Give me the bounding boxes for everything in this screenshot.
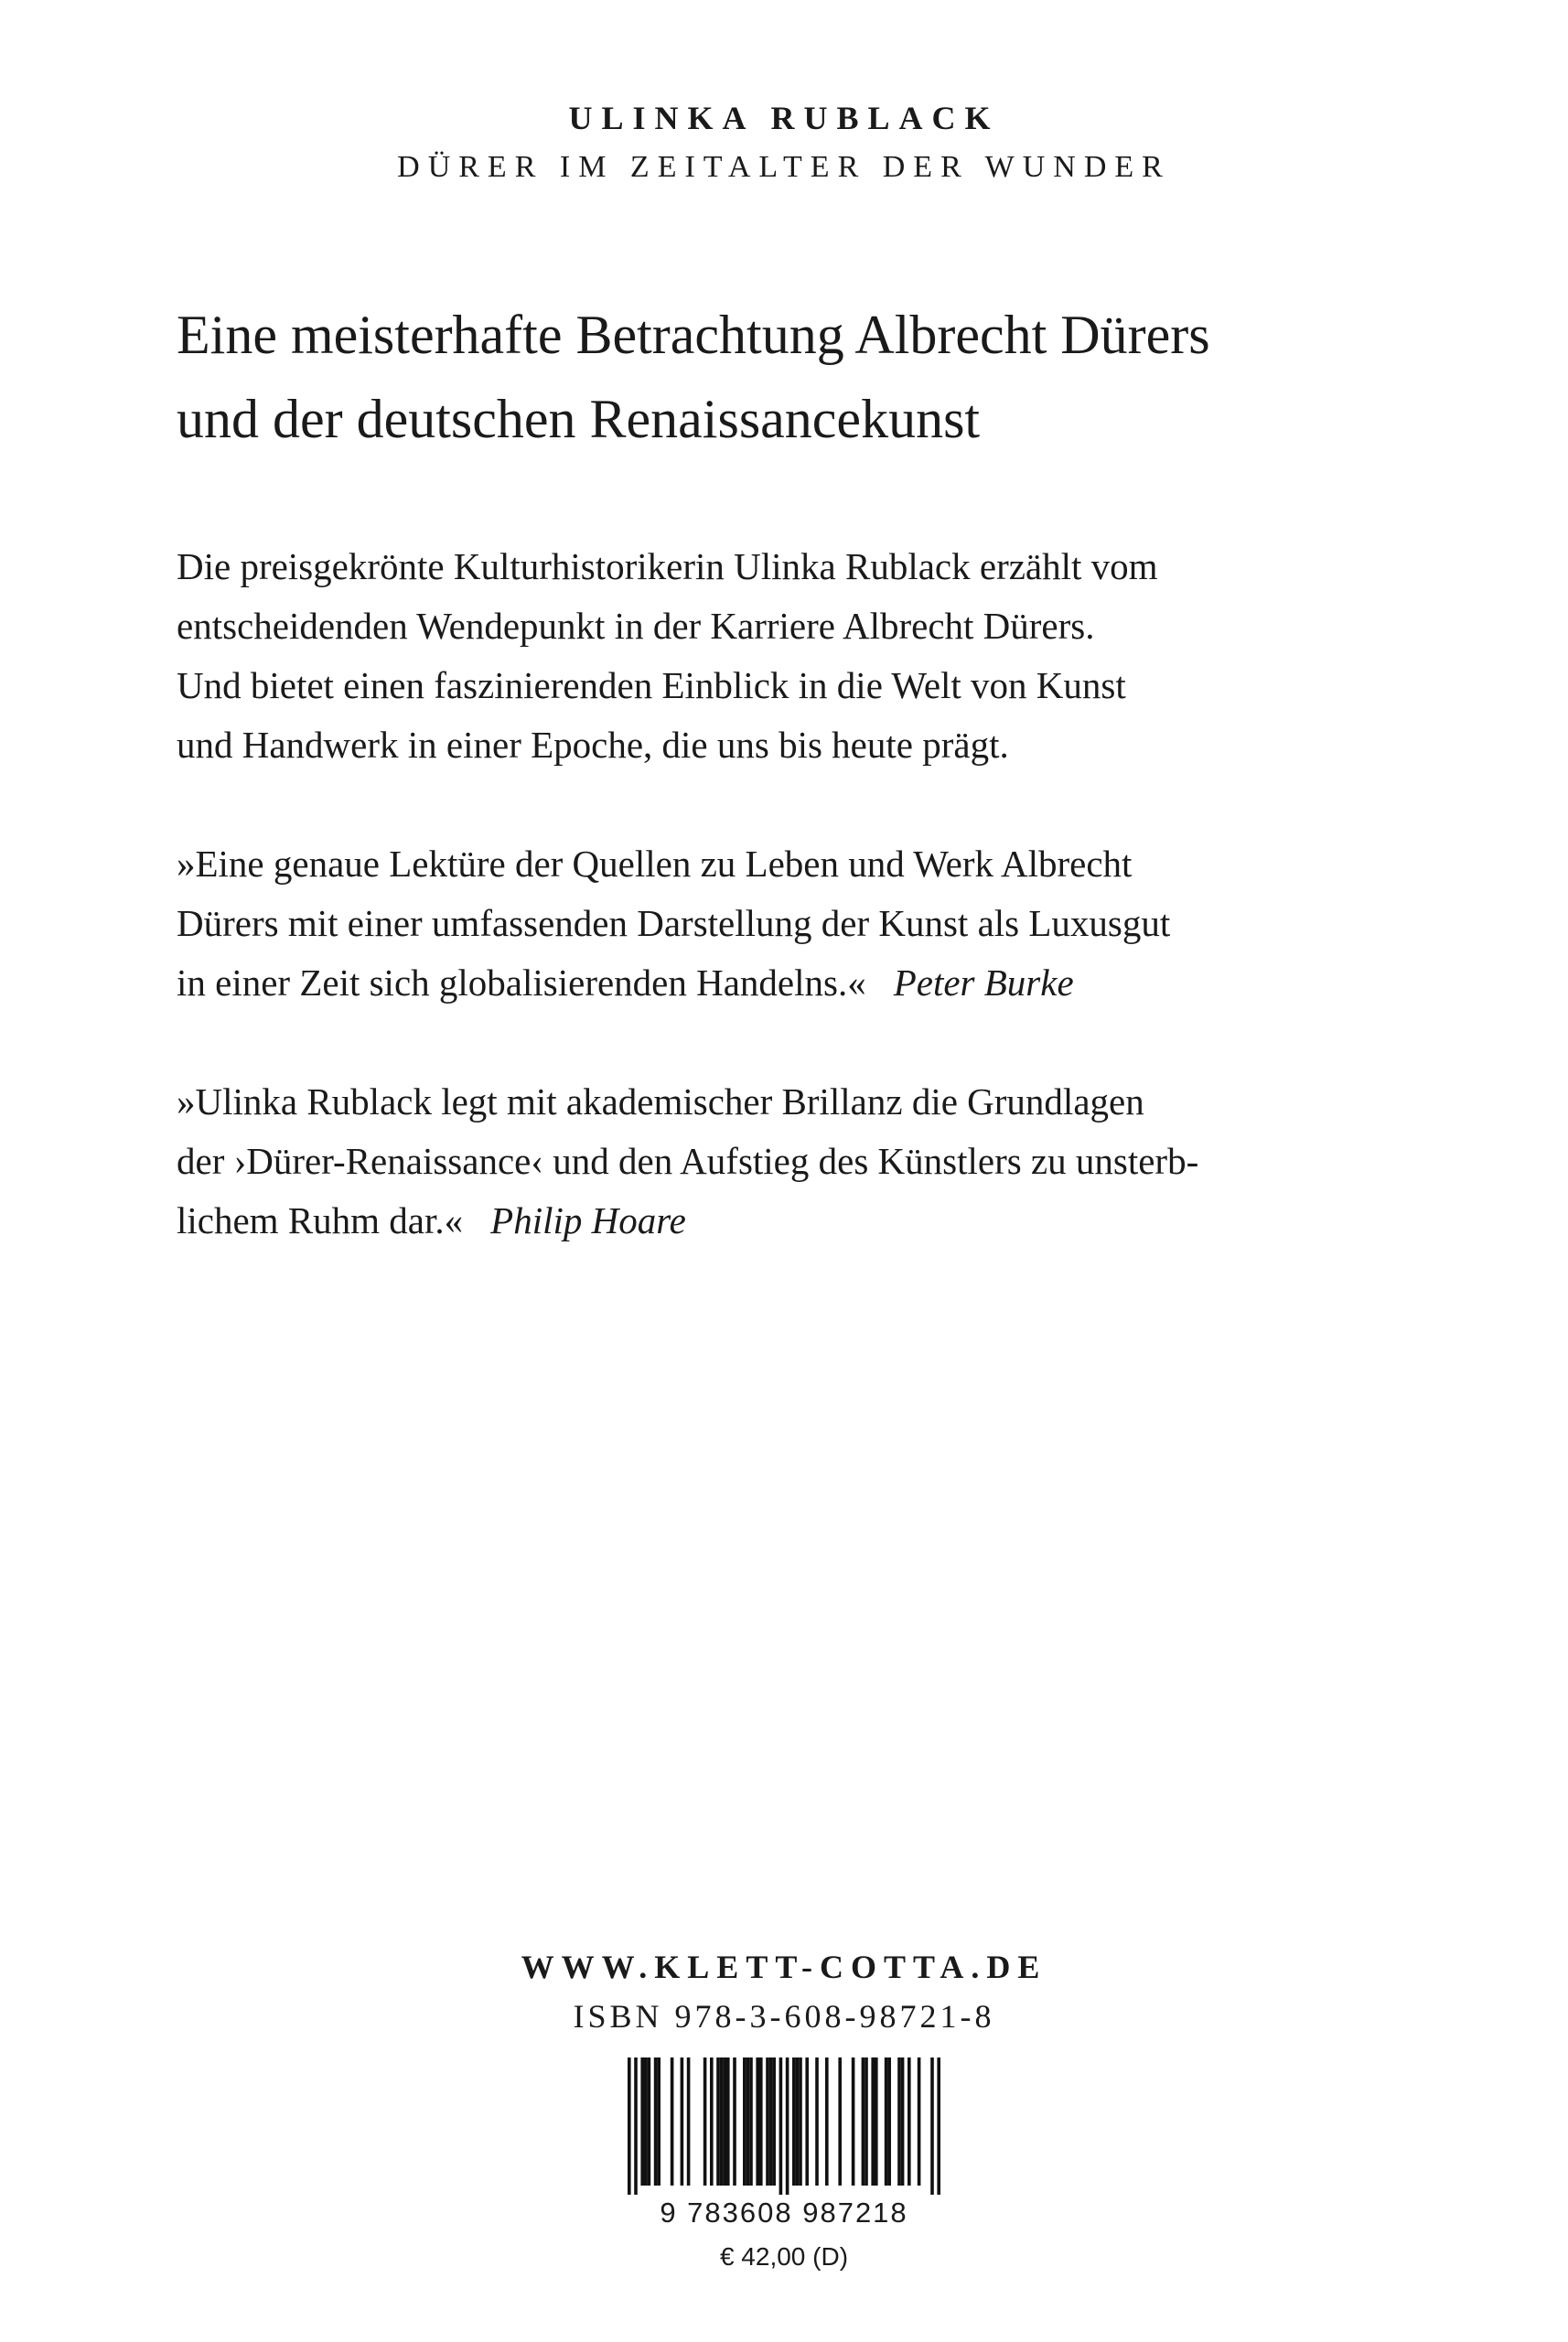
barcode-bar xyxy=(875,2057,878,2186)
intro-line: entscheidenden Wendepunkt in der Karriere Albrecht Dürers. xyxy=(177,605,1095,647)
publisher-website: WWW.KLETT-COTTA.DE xyxy=(521,1949,1047,1985)
barcode-bar xyxy=(908,2057,911,2186)
barcode-bar xyxy=(871,2057,875,2186)
quote-line: »Ulinka Rublack legt mit akademischer Brillanz die Grundlagen xyxy=(177,1080,1144,1123)
barcode-bar xyxy=(930,2057,934,2195)
barcode-bar xyxy=(805,2057,809,2186)
barcode-bar xyxy=(865,2057,868,2186)
barcode-bar xyxy=(815,2057,819,2186)
barcode-bar xyxy=(733,2057,736,2186)
quote-line: in einer Zeit sich globalisierenden Handelns.« xyxy=(177,962,866,1004)
barcode-bar xyxy=(687,2057,691,2186)
barcode-bar xyxy=(862,2057,865,2186)
quote-line: Dürers mit einer umfassenden Darstellung der Kunst als Luxusgut xyxy=(177,902,1171,944)
barcode-bar xyxy=(671,2057,674,2186)
book-title: DÜRER IM ZEITALTER DER WUNDER xyxy=(397,150,1171,184)
barcode-bar xyxy=(640,2057,644,2186)
review-quote xyxy=(177,834,1421,1013)
barcode-bar xyxy=(644,2057,648,2186)
barcode-bar xyxy=(852,2057,855,2186)
intro-paragraph xyxy=(177,537,1421,775)
barcode-bar xyxy=(749,2057,753,2186)
barcode-bar xyxy=(772,2057,776,2186)
barcode-bar xyxy=(901,2057,905,2186)
quote-attribution: Peter Burke xyxy=(893,962,1074,1004)
barcode-bar xyxy=(937,2057,940,2195)
barcode-bar xyxy=(885,2057,888,2186)
headline xyxy=(177,293,1421,461)
barcode-bar xyxy=(723,2057,726,2186)
headline-line: Eine meisterhafte Betrachtung Albrecht Dürers xyxy=(177,305,1210,365)
author-name: ULINKA RUBLACK xyxy=(568,100,1000,136)
barcode-bar xyxy=(756,2057,759,2186)
barcode-bar xyxy=(726,2057,730,2186)
barcode-bar xyxy=(796,2057,800,2186)
barcode-bar xyxy=(897,2057,901,2186)
quote-line: lichem Ruhm dar.« xyxy=(177,1199,464,1241)
barcode-bar xyxy=(766,2057,769,2186)
isbn-number: ISBN 978-3-608-98721-8 xyxy=(573,1998,995,2035)
intro-line: und Handwerk in einer Epoche, die uns bis heute prägt. xyxy=(177,724,1009,766)
barcode-bar xyxy=(720,2057,724,2186)
barcode-bar xyxy=(716,2057,720,2186)
barcode-bar xyxy=(887,2057,891,2186)
barcode-bar xyxy=(654,2057,658,2186)
quote-line: »Eine genaue Lektüre der Quellen zu Leben und Werk Albrecht xyxy=(177,843,1133,885)
barcode-bar xyxy=(628,2057,631,2195)
quote-attribution: Philip Hoare xyxy=(490,1199,686,1241)
barcode-bar xyxy=(648,2057,651,2186)
cover-header xyxy=(0,96,1568,189)
headline-line: und der deutschen Renaissancekunst xyxy=(177,389,981,449)
barcode-bar xyxy=(710,2057,714,2186)
barcode-bar xyxy=(792,2057,796,2186)
intro-line: Die preisgekrönte Kulturhistorikerin Ulinka Rublack erzählt vom xyxy=(177,545,1158,587)
barcode-bar xyxy=(799,2057,802,2186)
barcode-bar xyxy=(657,2057,660,2186)
back-cover-text xyxy=(177,293,1421,1251)
barcode-bar xyxy=(703,2057,707,2186)
barcode-bar xyxy=(825,2057,829,2186)
price-label: € 42,00 (D) xyxy=(719,2242,849,2271)
barcode-bar xyxy=(918,2057,921,2186)
barcode-digits: 9 783608 987218 xyxy=(660,2197,908,2229)
barcode-bar xyxy=(786,2057,789,2195)
barcode-bar xyxy=(634,2057,638,2195)
barcode-bar xyxy=(743,2057,746,2186)
barcode xyxy=(601,2057,967,2229)
barcode-bar xyxy=(681,2057,684,2186)
quote-line: der ›Dürer-Renaissance‹ und den Aufstieg des Künstlers zu unsterb- xyxy=(177,1140,1199,1182)
barcode-bars xyxy=(606,2057,962,2195)
cover-footer xyxy=(0,1944,1568,2273)
intro-line: Und bietet einen faszinierenden Einblick in die Welt von Kunst xyxy=(177,664,1126,706)
barcode-bar xyxy=(838,2057,842,2186)
review-quote xyxy=(177,1072,1421,1251)
barcode-bar xyxy=(746,2057,750,2186)
barcode-bar xyxy=(769,2057,773,2186)
barcode-bar xyxy=(779,2057,783,2195)
barcode-bar xyxy=(759,2057,763,2186)
